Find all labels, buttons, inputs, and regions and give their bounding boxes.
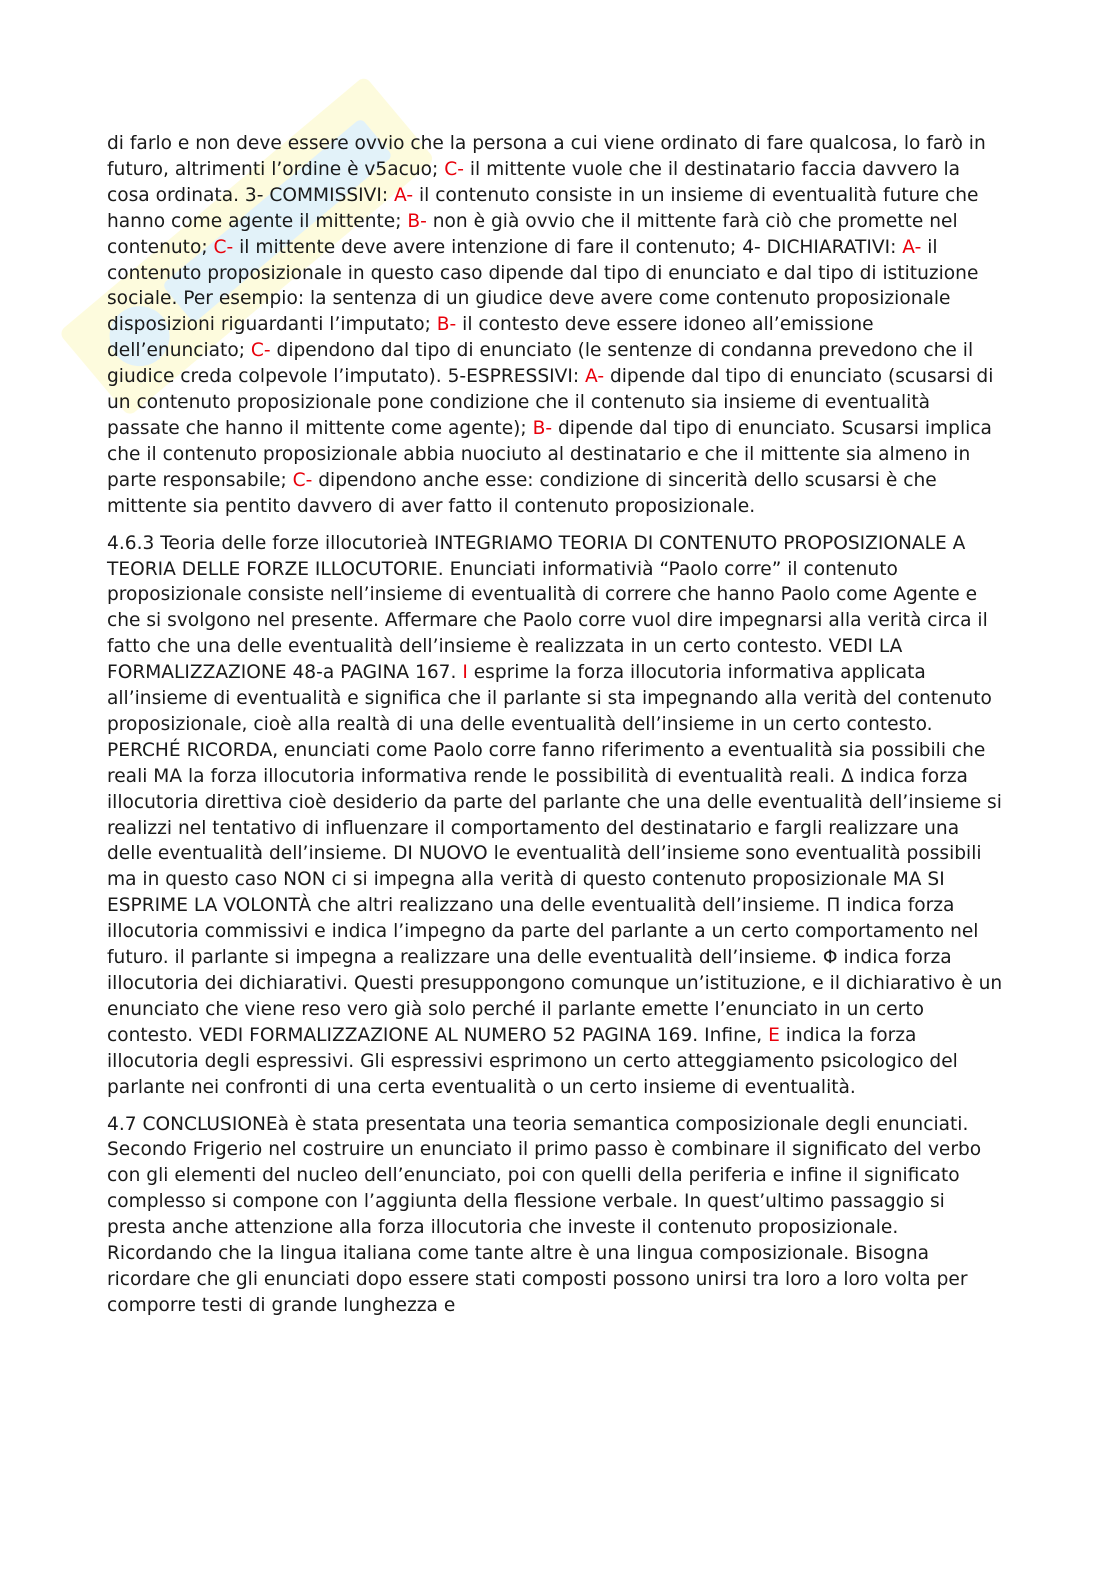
text-run: indica la forza illocutoria degli espressivi. Gli espressivi esprimono un certo atteggiamento psicologico del parlante nei confronti di una certa eventualità o un certo insieme di eventualità. — [107, 1024, 958, 1098]
text-run: il mittente vuole che il destinatario faccia davvero la cosa ordinata. 3- COMMISSIVI: — [107, 158, 961, 206]
text-run: 4.6.3 Teoria delle forze illocutorieà INTEGRIAMO TEORIA DI CONTENUTO PROPOSIZIONALE A TEORIA DELLE FORZE ILLOCUTORIE. Enunciati informativià “Paolo corre” il contenuto proposizionale consiste nell’insieme di eventualità di correre che hanno Paolo come Agente e che si svolgono nel presente. Affermare che Paolo corre vuol dire impegnarsi alla verità circa il fatto che una delle eventualità dell’insieme è realizzata in un certo contesto. VEDI LA FORMALIZZAZIONE 48-a PAGINA 167. — [107, 532, 988, 684]
text-run: esprime la forza illocutoria informativa applicata all’insieme di eventualità e significa che il parlante si sta impegnando alla verità del contenuto proposizionale, cioè alla realtà di una delle eventualità dell’insieme in un certo contesto. PERCHÉ RICORDA, enunciati come Paolo corre fanno riferimento a eventualità sia possibili che reali MA la forza illocutoria informativa rende le possibilità di eventualità reali. Δ indica forza illocutoria direttiva cioè desiderio da parte del parlante che una delle eventualità dell’insieme si realizzi nel tentativo di influenzare il comportamento del destinatario e fargli realizzare una delle eventualità dell’insieme. DI NUOVO le eventualità dell’insieme sono eventualità possibili ma in questo caso NON ci si impegna alla verità di questo contenuto proposizionale MA SI ESPRIME LA VOLONTÀ che altri realizzano una delle eventualità dell’insieme. Π indica forza illocutoria commissivi e indica l’impegno da parte del parlante a un certo comportamento nel futuro. il parlante si impegna a realizzare una delle eventualità dell’insieme. Φ indica forza illocutoria dei dichiarativi. Questi presuppongono comunque un’istituzione, e il dichiarativo è un enunciato che viene reso vero già solo perché il parlante emette l’enunciato in un certo contesto. VEDI FORMALIZZAZIONE AL NUMERO 52 PAGINA 169. Infine, — [107, 662, 1003, 1046]
text-run: dipende dal tipo di enunciato. Scusarsi implica che il contenuto proposizionale abbia nuociuto al destinatario e che il mittente sia almeno in parte responsabile; — [107, 417, 992, 491]
text-run: dipendono dal tipo di enunciato (le sentenze di condanna prevedono che il giudice creda colpevole l’imputato). 5-ESPRESSIVI: — [107, 340, 974, 388]
paragraph-list — [107, 131, 1007, 1319]
text-run: non è già ovvio che il mittente farà ciò che promette nel contenuto; — [107, 210, 958, 258]
paragraph-2 — [107, 531, 1007, 1101]
text-run: il contenuto proposizionale in questo caso dipende dal tipo di enunciato e dal tipo di istituzione sociale. Per esempio: la sentenza di un giudice deve avere come contenuto proposizionale disposizioni riguardanti l’imputato; — [107, 236, 979, 336]
text-run: il contenuto consiste in un insieme di eventualità future che hanno come agente il mittente; — [107, 184, 979, 232]
marker-label: B- — [407, 210, 427, 232]
paragraph-1 — [107, 131, 1007, 520]
marker-label: C- — [250, 340, 271, 362]
marker-label: A- — [394, 184, 414, 206]
text-run: il mittente deve avere intenzione di fare il contenuto; 4- DICHIARATIVI: — [233, 236, 903, 258]
text-run: di farlo e non deve essere ovvio che la persona a cui viene ordinato di fare qualcosa, lo farò in futuro, altrimenti l’ordine è v5acuo; — [107, 133, 986, 180]
text-run: 4.7 CONCLUSIONEà è stata presentata una teoria semantica composizionale degli enunciati. Secondo Frigerio nel costruire un enunciato il primo passo è combinare il significato del verbo con gli elementi del nucleo dell’enunciato, poi con quelli della periferia e infine il significato complesso si compone con l’aggiunta della flessione verbale. In quest’ultimo passaggio si presta anche attenzione alla forza illocutoria che investe il contenuto proposizionale. Ricordando che la lingua italiana come tante altre è una lingua composizionale. Bisogna ricordare che gli enunciati dopo essere stati composti possono unirsi tra loro a loro volta per comporre testi di grande lunghezza e — [107, 1113, 982, 1316]
marker-label: A- — [585, 366, 605, 388]
marker-label: A- — [902, 236, 922, 258]
paragraph-3 — [107, 1112, 1007, 1319]
marker-label: C- — [292, 469, 313, 491]
text-run: dipendono anche esse: condizione di sincerità dello scusarsi è che mittente sia pentito davvero di aver fatto il contenuto proposizionale. — [107, 469, 937, 517]
text-run: dipende dal tipo di enunciato (scusarsi di un contenuto proposizionale pone condizione che il contenuto sia insieme di eventualità passate che hanno il mittente come agente); — [107, 366, 994, 439]
text-run: il contesto deve essere idoneo all’emissione dell’enunciato; — [107, 314, 874, 362]
marker-label: I — [462, 662, 468, 684]
marker-label: C- — [213, 236, 234, 258]
marker-label: C- — [444, 158, 464, 180]
document-body — [107, 131, 1007, 1330]
marker-label: B- — [532, 417, 553, 439]
marker-label: B- — [436, 314, 457, 336]
marker-label: E — [768, 1024, 780, 1046]
